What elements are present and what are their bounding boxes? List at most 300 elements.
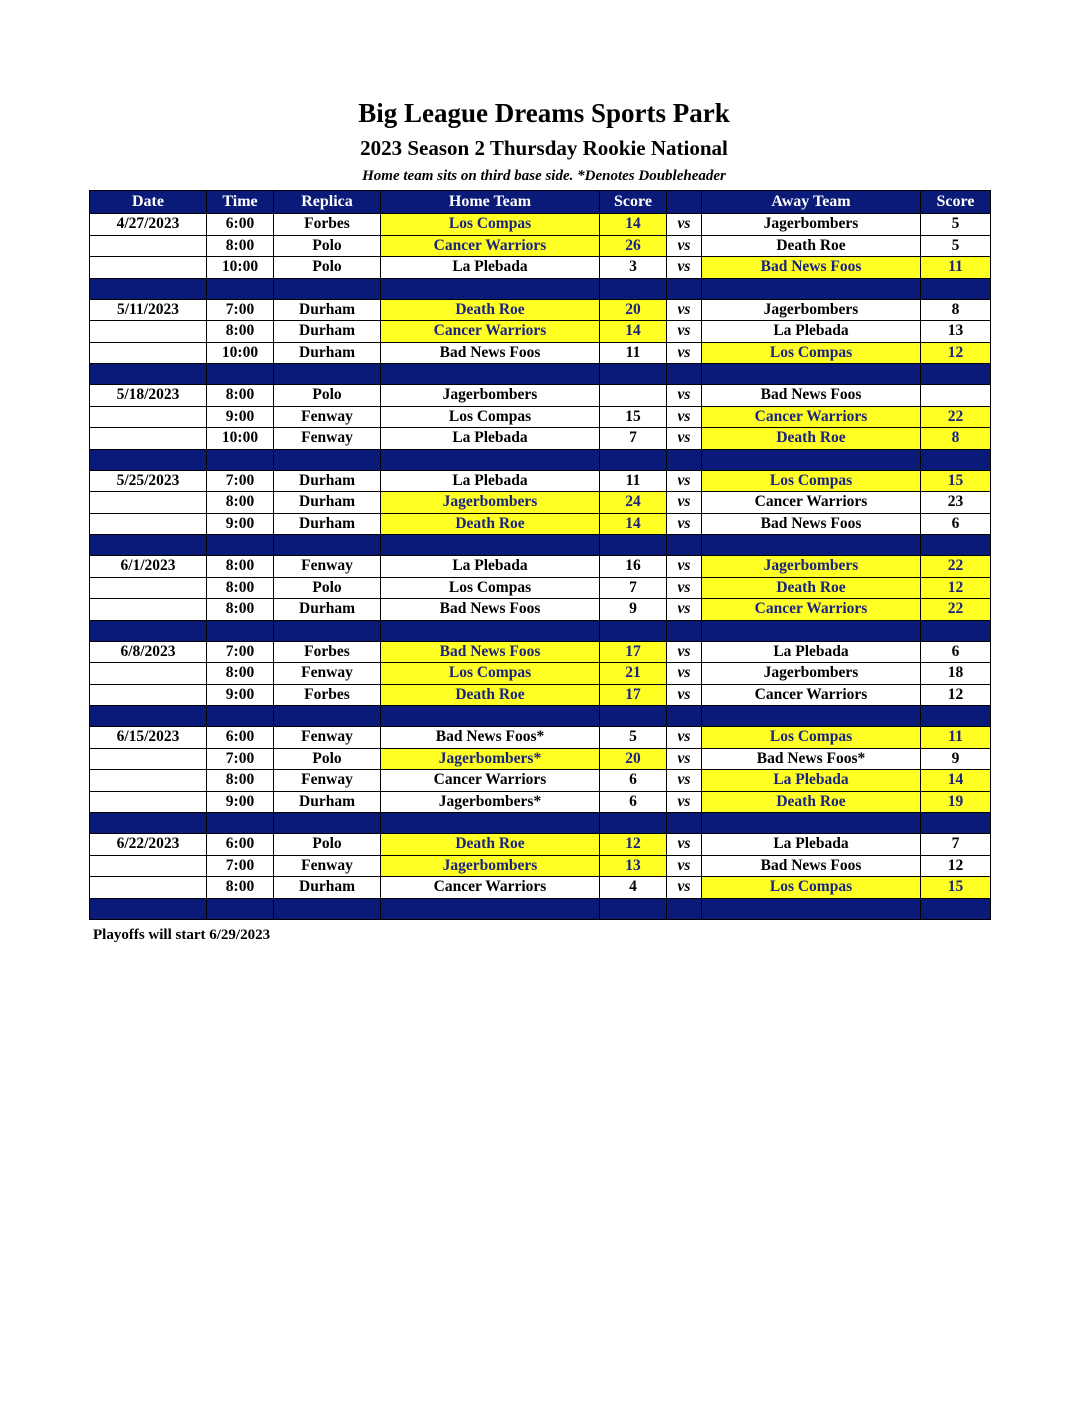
away-team: Jagerbombers bbox=[702, 663, 921, 685]
game-date: 5/11/2023 bbox=[90, 299, 207, 321]
separator-cell bbox=[90, 813, 207, 834]
away-team: Death Roe bbox=[702, 791, 921, 813]
away-score: 14 bbox=[921, 770, 991, 792]
home-team: Bad News Foos* bbox=[381, 727, 600, 749]
separator-cell bbox=[702, 898, 921, 919]
game-date bbox=[90, 748, 207, 770]
game-row bbox=[90, 299, 991, 321]
game-date bbox=[90, 855, 207, 877]
away-score: 18 bbox=[921, 663, 991, 685]
separator-cell bbox=[702, 364, 921, 385]
home-score: 17 bbox=[600, 641, 667, 663]
game-time: 7:00 bbox=[207, 299, 274, 321]
col-header-replica: Replica bbox=[274, 191, 381, 214]
game-date: 5/25/2023 bbox=[90, 470, 207, 492]
game-replica: Forbes bbox=[274, 684, 381, 706]
separator-cell bbox=[921, 364, 991, 385]
home-score: 14 bbox=[600, 214, 667, 236]
away-team: Jagerbombers bbox=[702, 556, 921, 578]
separator-cell bbox=[381, 449, 600, 470]
separator-cell bbox=[921, 535, 991, 556]
home-team: La Plebada bbox=[381, 470, 600, 492]
game-row bbox=[90, 748, 991, 770]
vs-label: vs bbox=[667, 342, 702, 364]
game-date bbox=[90, 577, 207, 599]
game-replica: Polo bbox=[274, 748, 381, 770]
home-team: La Plebada bbox=[381, 556, 600, 578]
away-score: 5 bbox=[921, 214, 991, 236]
vs-label: vs bbox=[667, 513, 702, 535]
game-date bbox=[90, 770, 207, 792]
vs-label: vs bbox=[667, 877, 702, 899]
game-time: 10:00 bbox=[207, 257, 274, 279]
away-score: 12 bbox=[921, 684, 991, 706]
game-time: 7:00 bbox=[207, 855, 274, 877]
col-header-away-score: Score bbox=[921, 191, 991, 214]
home-team: Death Roe bbox=[381, 513, 600, 535]
game-date bbox=[90, 428, 207, 450]
game-replica: Polo bbox=[274, 235, 381, 257]
separator-cell bbox=[600, 620, 667, 641]
home-team: Cancer Warriors bbox=[381, 235, 600, 257]
vs-label: vs bbox=[667, 556, 702, 578]
separator-cell bbox=[90, 449, 207, 470]
separator-cell bbox=[600, 706, 667, 727]
separator-cell bbox=[274, 813, 381, 834]
game-row bbox=[90, 663, 991, 685]
separator-cell bbox=[600, 535, 667, 556]
home-score: 14 bbox=[600, 513, 667, 535]
separator-cell bbox=[381, 278, 600, 299]
game-row bbox=[90, 513, 991, 535]
separator-cell bbox=[921, 278, 991, 299]
vs-label: vs bbox=[667, 214, 702, 236]
header-row bbox=[90, 191, 991, 214]
home-score: 17 bbox=[600, 684, 667, 706]
home-score: 24 bbox=[600, 492, 667, 514]
schedule-table bbox=[89, 190, 991, 920]
home-score: 20 bbox=[600, 299, 667, 321]
game-date bbox=[90, 342, 207, 364]
game-row bbox=[90, 492, 991, 514]
separator-cell bbox=[207, 706, 274, 727]
game-replica: Durham bbox=[274, 599, 381, 621]
home-team: Cancer Warriors bbox=[381, 321, 600, 343]
separator-cell bbox=[207, 620, 274, 641]
vs-label: vs bbox=[667, 492, 702, 514]
home-score: 11 bbox=[600, 470, 667, 492]
home-team: Jagerbombers* bbox=[381, 791, 600, 813]
game-date bbox=[90, 257, 207, 279]
game-replica: Polo bbox=[274, 577, 381, 599]
separator-cell bbox=[274, 898, 381, 919]
away-team: Bad News Foos* bbox=[702, 748, 921, 770]
separator-cell bbox=[90, 620, 207, 641]
vs-label: vs bbox=[667, 834, 702, 856]
game-time: 9:00 bbox=[207, 513, 274, 535]
away-score bbox=[921, 385, 991, 407]
separator-cell bbox=[600, 364, 667, 385]
home-score: 9 bbox=[600, 599, 667, 621]
week-separator-row bbox=[90, 706, 991, 727]
game-row bbox=[90, 641, 991, 663]
separator-cell bbox=[667, 706, 702, 727]
game-time: 8:00 bbox=[207, 321, 274, 343]
week-separator-row bbox=[90, 364, 991, 385]
game-date: 4/27/2023 bbox=[90, 214, 207, 236]
away-team: La Plebada bbox=[702, 834, 921, 856]
separator-cell bbox=[274, 364, 381, 385]
home-team: Jagerbombers bbox=[381, 492, 600, 514]
separator-cell bbox=[207, 449, 274, 470]
game-replica: Durham bbox=[274, 513, 381, 535]
game-time: 7:00 bbox=[207, 470, 274, 492]
away-team: Jagerbombers bbox=[702, 299, 921, 321]
game-date: 6/8/2023 bbox=[90, 641, 207, 663]
game-row bbox=[90, 235, 991, 257]
game-replica: Fenway bbox=[274, 428, 381, 450]
vs-label: vs bbox=[667, 855, 702, 877]
separator-cell bbox=[274, 535, 381, 556]
separator-cell bbox=[90, 706, 207, 727]
col-header-time: Time bbox=[207, 191, 274, 214]
home-team: Death Roe bbox=[381, 684, 600, 706]
game-replica: Durham bbox=[274, 470, 381, 492]
game-row bbox=[90, 214, 991, 236]
game-replica: Polo bbox=[274, 834, 381, 856]
home-team: Bad News Foos bbox=[381, 641, 600, 663]
away-team: La Plebada bbox=[702, 641, 921, 663]
vs-label: vs bbox=[667, 257, 702, 279]
separator-cell bbox=[90, 364, 207, 385]
page-subtitle: 2023 Season 2 Thursday Rookie National bbox=[360, 136, 728, 160]
game-row bbox=[90, 877, 991, 899]
away-score: 12 bbox=[921, 577, 991, 599]
game-time: 8:00 bbox=[207, 599, 274, 621]
home-score: 7 bbox=[600, 577, 667, 599]
home-score: 14 bbox=[600, 321, 667, 343]
vs-label: vs bbox=[667, 748, 702, 770]
vs-label: vs bbox=[667, 684, 702, 706]
game-date bbox=[90, 663, 207, 685]
week-separator-row bbox=[90, 898, 991, 919]
separator-cell bbox=[921, 898, 991, 919]
col-header-vs bbox=[667, 191, 702, 214]
game-date bbox=[90, 406, 207, 428]
game-replica: Fenway bbox=[274, 556, 381, 578]
game-time: 6:00 bbox=[207, 834, 274, 856]
away-team: Los Compas bbox=[702, 342, 921, 364]
game-row bbox=[90, 342, 991, 364]
game-row bbox=[90, 556, 991, 578]
vs-label: vs bbox=[667, 406, 702, 428]
home-team: Bad News Foos bbox=[381, 599, 600, 621]
home-score: 5 bbox=[600, 727, 667, 749]
separator-cell bbox=[921, 706, 991, 727]
game-replica: Durham bbox=[274, 492, 381, 514]
separator-cell bbox=[207, 278, 274, 299]
away-score: 19 bbox=[921, 791, 991, 813]
week-separator-row bbox=[90, 813, 991, 834]
game-row bbox=[90, 727, 991, 749]
away-team: Cancer Warriors bbox=[702, 684, 921, 706]
col-header-home-score: Score bbox=[600, 191, 667, 214]
game-replica: Durham bbox=[274, 342, 381, 364]
home-score: 4 bbox=[600, 877, 667, 899]
game-date: 6/22/2023 bbox=[90, 834, 207, 856]
game-replica: Fenway bbox=[274, 727, 381, 749]
home-score: 21 bbox=[600, 663, 667, 685]
game-date: 6/1/2023 bbox=[90, 556, 207, 578]
separator-cell bbox=[702, 706, 921, 727]
home-team: Death Roe bbox=[381, 834, 600, 856]
game-replica: Durham bbox=[274, 791, 381, 813]
game-time: 8:00 bbox=[207, 385, 274, 407]
game-time: 6:00 bbox=[207, 214, 274, 236]
week-separator-row bbox=[90, 278, 991, 299]
away-score: 7 bbox=[921, 834, 991, 856]
vs-label: vs bbox=[667, 577, 702, 599]
away-team: Cancer Warriors bbox=[702, 599, 921, 621]
schedule-note: Home team sits on third base side. *Denotes Doubleheader bbox=[362, 168, 726, 184]
separator-cell bbox=[921, 449, 991, 470]
home-team: La Plebada bbox=[381, 257, 600, 279]
separator-cell bbox=[667, 278, 702, 299]
away-score: 6 bbox=[921, 513, 991, 535]
game-date: 6/15/2023 bbox=[90, 727, 207, 749]
game-replica: Fenway bbox=[274, 770, 381, 792]
game-time: 10:00 bbox=[207, 342, 274, 364]
game-time: 9:00 bbox=[207, 791, 274, 813]
vs-label: vs bbox=[667, 428, 702, 450]
separator-cell bbox=[667, 449, 702, 470]
home-team: Los Compas bbox=[381, 663, 600, 685]
away-score: 6 bbox=[921, 641, 991, 663]
week-separator-row bbox=[90, 620, 991, 641]
away-score: 5 bbox=[921, 235, 991, 257]
vs-label: vs bbox=[667, 791, 702, 813]
game-row bbox=[90, 791, 991, 813]
vs-label: vs bbox=[667, 235, 702, 257]
game-time: 8:00 bbox=[207, 663, 274, 685]
home-score: 13 bbox=[600, 855, 667, 877]
game-replica: Durham bbox=[274, 877, 381, 899]
separator-cell bbox=[667, 813, 702, 834]
separator-cell bbox=[667, 535, 702, 556]
home-score: 20 bbox=[600, 748, 667, 770]
game-row bbox=[90, 385, 991, 407]
away-score: 8 bbox=[921, 299, 991, 321]
away-team: Los Compas bbox=[702, 727, 921, 749]
game-row bbox=[90, 599, 991, 621]
home-team: Bad News Foos bbox=[381, 342, 600, 364]
separator-cell bbox=[702, 278, 921, 299]
separator-cell bbox=[381, 706, 600, 727]
away-team: Bad News Foos bbox=[702, 513, 921, 535]
game-row bbox=[90, 834, 991, 856]
away-score: 13 bbox=[921, 321, 991, 343]
game-date bbox=[90, 513, 207, 535]
col-header-home-team: Home Team bbox=[381, 191, 600, 214]
home-team: Los Compas bbox=[381, 406, 600, 428]
game-date bbox=[90, 235, 207, 257]
away-team: Bad News Foos bbox=[702, 385, 921, 407]
away-score: 11 bbox=[921, 257, 991, 279]
game-row bbox=[90, 321, 991, 343]
separator-cell bbox=[381, 898, 600, 919]
separator-cell bbox=[600, 898, 667, 919]
away-team: La Plebada bbox=[702, 770, 921, 792]
game-time: 8:00 bbox=[207, 877, 274, 899]
game-replica: Durham bbox=[274, 299, 381, 321]
home-score: 26 bbox=[600, 235, 667, 257]
away-score: 22 bbox=[921, 599, 991, 621]
week-separator-row bbox=[90, 535, 991, 556]
game-replica: Polo bbox=[274, 385, 381, 407]
game-row bbox=[90, 406, 991, 428]
away-score: 9 bbox=[921, 748, 991, 770]
game-time: 7:00 bbox=[207, 641, 274, 663]
separator-cell bbox=[381, 813, 600, 834]
away-team: Los Compas bbox=[702, 470, 921, 492]
separator-cell bbox=[90, 535, 207, 556]
vs-label: vs bbox=[667, 663, 702, 685]
schedule-body bbox=[90, 214, 991, 920]
home-score: 15 bbox=[600, 406, 667, 428]
game-date bbox=[90, 492, 207, 514]
game-row bbox=[90, 470, 991, 492]
home-team: La Plebada bbox=[381, 428, 600, 450]
game-date bbox=[90, 684, 207, 706]
separator-cell bbox=[921, 620, 991, 641]
playoffs-note: Playoffs will start 6/29/2023 bbox=[93, 927, 271, 943]
separator-cell bbox=[702, 449, 921, 470]
separator-cell bbox=[207, 813, 274, 834]
separator-cell bbox=[600, 278, 667, 299]
away-score: 15 bbox=[921, 470, 991, 492]
home-score: 3 bbox=[600, 257, 667, 279]
game-row bbox=[90, 684, 991, 706]
home-team: Jagerbombers bbox=[381, 855, 600, 877]
away-team: Bad News Foos bbox=[702, 855, 921, 877]
game-date: 5/18/2023 bbox=[90, 385, 207, 407]
game-date bbox=[90, 877, 207, 899]
separator-cell bbox=[90, 898, 207, 919]
game-time: 8:00 bbox=[207, 556, 274, 578]
separator-cell bbox=[600, 449, 667, 470]
vs-label: vs bbox=[667, 470, 702, 492]
vs-label: vs bbox=[667, 727, 702, 749]
vs-label: vs bbox=[667, 321, 702, 343]
home-score: 12 bbox=[600, 834, 667, 856]
game-time: 9:00 bbox=[207, 684, 274, 706]
away-score: 22 bbox=[921, 406, 991, 428]
game-date bbox=[90, 791, 207, 813]
game-time: 10:00 bbox=[207, 428, 274, 450]
away-team: Jagerbombers bbox=[702, 214, 921, 236]
game-date bbox=[90, 599, 207, 621]
away-score: 22 bbox=[921, 556, 991, 578]
game-time: 8:00 bbox=[207, 492, 274, 514]
home-team: Los Compas bbox=[381, 214, 600, 236]
game-row bbox=[90, 257, 991, 279]
vs-label: vs bbox=[667, 641, 702, 663]
separator-cell bbox=[274, 449, 381, 470]
game-row bbox=[90, 428, 991, 450]
game-row bbox=[90, 577, 991, 599]
game-replica: Polo bbox=[274, 257, 381, 279]
away-team: Cancer Warriors bbox=[702, 406, 921, 428]
separator-cell bbox=[667, 898, 702, 919]
separator-cell bbox=[207, 535, 274, 556]
home-team: Death Roe bbox=[381, 299, 600, 321]
vs-label: vs bbox=[667, 299, 702, 321]
away-team: Bad News Foos bbox=[702, 257, 921, 279]
away-team: Cancer Warriors bbox=[702, 492, 921, 514]
game-time: 8:00 bbox=[207, 770, 274, 792]
separator-cell bbox=[381, 535, 600, 556]
game-replica: Fenway bbox=[274, 855, 381, 877]
away-score: 15 bbox=[921, 877, 991, 899]
separator-cell bbox=[702, 813, 921, 834]
home-team: Cancer Warriors bbox=[381, 770, 600, 792]
separator-cell bbox=[90, 278, 207, 299]
home-score: 11 bbox=[600, 342, 667, 364]
away-score: 11 bbox=[921, 727, 991, 749]
vs-label: vs bbox=[667, 599, 702, 621]
separator-cell bbox=[274, 278, 381, 299]
home-score: 7 bbox=[600, 428, 667, 450]
vs-label: vs bbox=[667, 385, 702, 407]
home-team: Los Compas bbox=[381, 577, 600, 599]
separator-cell bbox=[274, 620, 381, 641]
away-team: Death Roe bbox=[702, 428, 921, 450]
home-score bbox=[600, 385, 667, 407]
game-replica: Fenway bbox=[274, 663, 381, 685]
home-team: Jagerbombers bbox=[381, 385, 600, 407]
separator-cell bbox=[207, 898, 274, 919]
separator-cell bbox=[274, 706, 381, 727]
separator-cell bbox=[381, 364, 600, 385]
away-score: 8 bbox=[921, 428, 991, 450]
away-team: Death Roe bbox=[702, 235, 921, 257]
separator-cell bbox=[667, 364, 702, 385]
separator-cell bbox=[600, 813, 667, 834]
away-team: La Plebada bbox=[702, 321, 921, 343]
game-row bbox=[90, 855, 991, 877]
week-separator-row bbox=[90, 449, 991, 470]
separator-cell bbox=[921, 813, 991, 834]
game-replica: Forbes bbox=[274, 641, 381, 663]
away-score: 23 bbox=[921, 492, 991, 514]
away-score: 12 bbox=[921, 855, 991, 877]
col-header-away-team: Away Team bbox=[702, 191, 921, 214]
game-time: 9:00 bbox=[207, 406, 274, 428]
col-header-date: Date bbox=[90, 191, 207, 214]
separator-cell bbox=[207, 364, 274, 385]
away-score: 12 bbox=[921, 342, 991, 364]
game-replica: Forbes bbox=[274, 214, 381, 236]
page-title: Big League Dreams Sports Park bbox=[358, 98, 730, 128]
vs-label: vs bbox=[667, 770, 702, 792]
home-team: Jagerbombers* bbox=[381, 748, 600, 770]
game-time: 8:00 bbox=[207, 577, 274, 599]
away-team: Los Compas bbox=[702, 877, 921, 899]
game-time: 7:00 bbox=[207, 748, 274, 770]
home-score: 6 bbox=[600, 770, 667, 792]
separator-cell bbox=[702, 535, 921, 556]
game-replica: Durham bbox=[274, 321, 381, 343]
